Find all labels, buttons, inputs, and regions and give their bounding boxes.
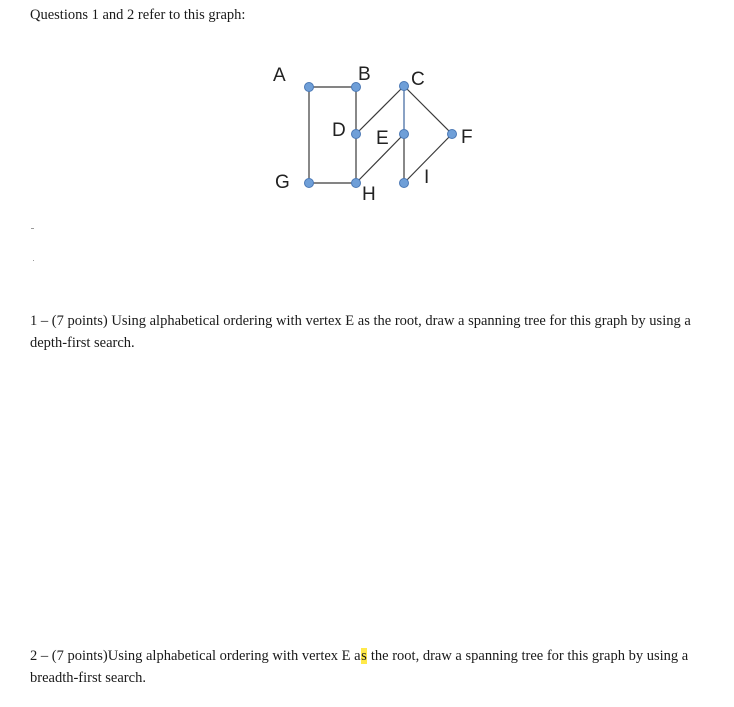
question-2-text-start: 2 – (7 points)Using alphabetical ordering with vertex E a (30, 648, 361, 664)
stray-dot (33, 260, 34, 261)
question-2-text-end: the root, draw a spanning tree for this graph by using a breadth-first search. (30, 648, 689, 686)
vertex-label-d: D (332, 120, 346, 141)
vertex-label-f: F (461, 127, 473, 148)
vertex-i (400, 179, 409, 188)
vertex-label-i: I (424, 167, 430, 188)
edge-c-f (404, 86, 452, 134)
vertex-d (352, 130, 361, 139)
vertex-h (352, 179, 361, 188)
vertex-a (305, 83, 314, 92)
stray-mark (31, 228, 34, 229)
vertex-label-e: E (376, 128, 389, 149)
vertex-e (400, 130, 409, 139)
vertex-label-g: G (275, 172, 290, 193)
highlight-mark: s (361, 648, 367, 664)
intro-text: Questions 1 and 2 refer to this graph: (30, 7, 246, 23)
vertex-label-h: H (362, 184, 376, 205)
vertex-c (400, 82, 409, 91)
edge-d-c (356, 86, 404, 134)
vertex-g (305, 179, 314, 188)
question-2 (30, 645, 710, 689)
vertex-label-b: B (358, 64, 371, 85)
vertex-label-a: A (273, 65, 286, 86)
vertex-label-c: C (411, 69, 425, 90)
graph-diagram (0, 0, 734, 230)
question-1: 1 – (7 points) Using alphabetical ordering with vertex E as the root, draw a spanning tree for this graph by using a depth-first search. (30, 313, 691, 351)
vertex-f (448, 130, 457, 139)
